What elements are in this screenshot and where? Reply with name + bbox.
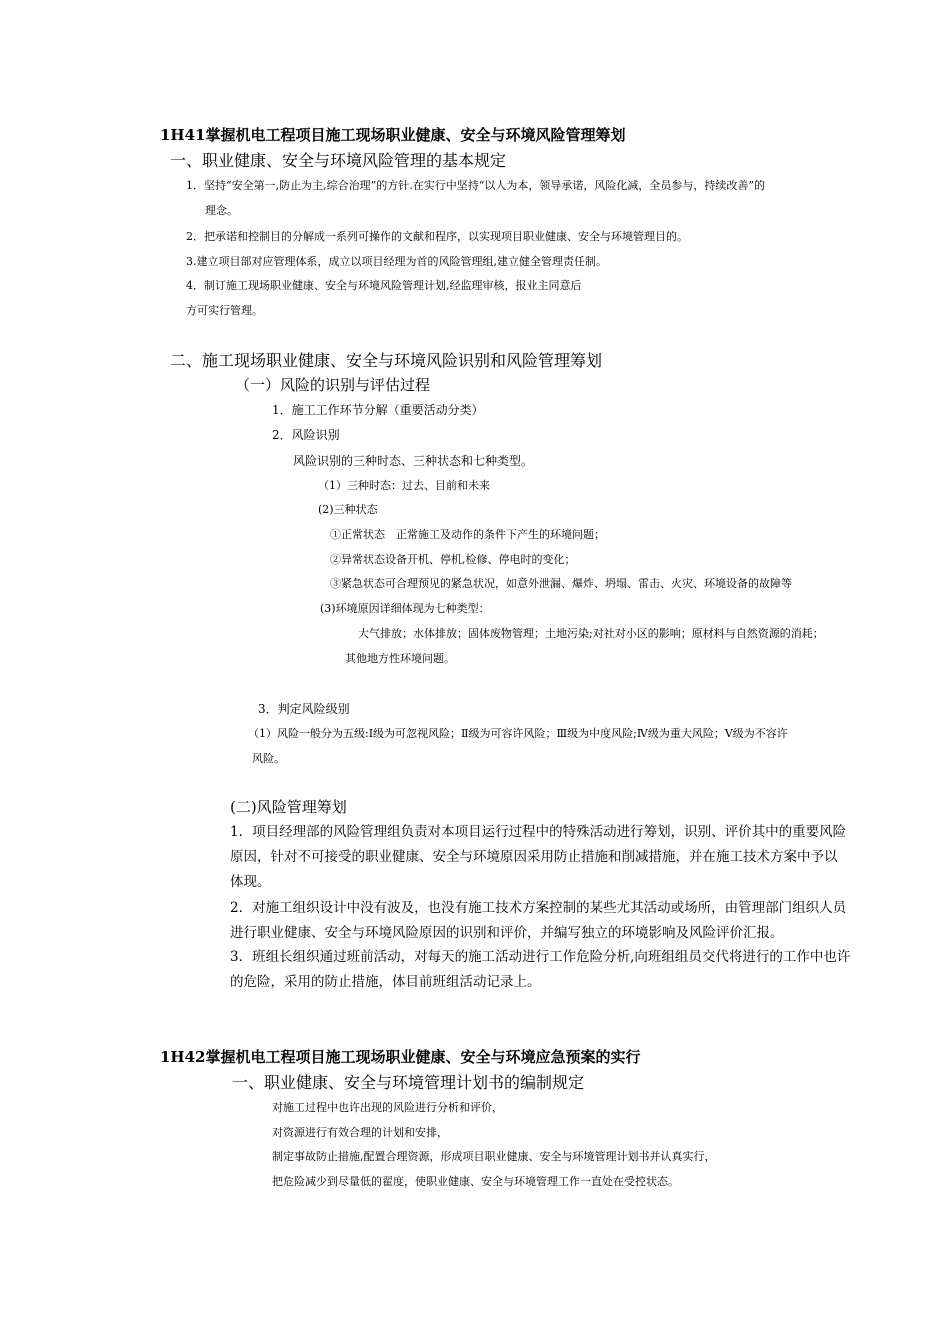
point-1: （1）三种时态：过去、目前和未来 [318,479,490,492]
planning-3-line-1: 3．班组长组织通过班前活动，对每天的施工活动进行工作危险分析,向班组组员交代将进行的工作中也许 [230,949,851,965]
rule-3: 3.建立项目部对应管理体系，成立以项目经理为首的风险管理组,建立健全管理责任制。 [186,255,607,268]
point-3-types-line-2: 其他地方性环境问题。 [345,652,455,665]
planning-1-line-2: 原因，针对不可接受的职业健康、安全与环境原因采用防止措施和削减措施，并在施工技术方案中予以 [230,849,838,865]
heading-plan-requirements: 一、职业健康、安全与环境管理计划书的编制规定 [232,1073,585,1092]
plan-requirement-1: 对施工过程中也许出现的风险进行分析和评价， [272,1101,503,1114]
plan-requirement-3: 制定事故防止措施,配置合理资源，形成项目职业健康、安全与环境管理计划书并认真实行， [272,1150,716,1163]
planning-2-line-1: 2．对施工组织设计中没有波及，也没有施工技术方案控制的某些尤其活动或场所，由管理部门组织人员 [230,900,847,916]
item-3: 3．判定风险级别 [258,702,350,716]
point-3-types-line-1: 大气排放；水体排放；固体废物管理；土地污染;对社对小区的影响；原材料与自然资源的消耗； [358,627,824,640]
section-title-1h41: 1H41掌握机电工程项目施工现场职业健康、安全与环境风险管理筹划 [160,126,626,144]
subheading-risk-planning: (二)风险管理筹划 [230,798,347,816]
rule-1-line-2: 理念。 [205,204,238,217]
rule-1-line-1: 1．坚持“安全第一,防止为主,综合治理”的方针.在实行中坚持“以人为本，领导承诺，风险化减，全员参与，持续改善”的 [186,179,765,192]
planning-1-line-3: 体现。 [230,874,271,890]
state-abnormal: ②异常状态设备开机、停机,检修、停电时的变化； [330,553,576,566]
subheading-identification-process: （一）风险的识别与评估过程 [235,376,431,394]
state-emergency: ③紧急状态可合理预见的紧急状况，如意外泄漏、爆炸、坍塌、雷击、火灾、环境设备的故障等 [330,577,792,590]
rule-4-line-2: 方可实行管理。 [186,304,263,317]
item-3-levels-line-1: （1）风险一般分为五级:Ⅰ级为可忽视风险；Ⅱ级为可容许风险；Ⅲ级为中度风险;Ⅳ级为重大风险；Ⅴ级为不容许 [248,727,788,740]
planning-3-line-2: 的危险，采用的防止措施，体目前班组活动记录上。 [230,974,541,990]
item-2: 2．风险识别 [272,428,340,442]
heading-basic-rules: 一、职业健康、安全与环境风险管理的基本规定 [170,151,507,170]
plan-requirement-4: 把危险减少到尽量低的翟度，使职业健康、安全与环境管理工作一直处在受控状态。 [272,1175,679,1188]
rule-2: 2．把承诺和控制目的分解成一系列可操作的文献和程序，以实现项目职业健康、安全与环境管理目的。 [186,230,688,243]
state-normal: ①正常状态 正常施工及动作的条件下产生的环境问题； [330,528,605,541]
item-2-description: 风险识别的三种时态、三种状态和七种类型。 [293,454,534,468]
item-3-levels-line-2: 风险。 [252,752,285,765]
planning-1-line-1: 1．项目经理部的风险管理组负责对本项目运行过程中的特殊活动进行筹划，识别、评价其中的重要风险 [230,824,847,840]
item-1: 1．施工工作环节分解（重要活动分类） [272,403,484,417]
planning-2-line-2: 进行职业健康、安全与环境风险原因的识别和评价，并编写独立的环境影响及风险评价汇报。 [230,925,784,941]
section-title-1h42: 1H42掌握机电工程项目施工现场职业健康、安全与环境应急预案的实行 [160,1048,641,1066]
rule-4-line-1: 4．制订施工现场职业健康、安全与环境风险管理计划,经监理审核，报业主同意后 [186,279,582,292]
heading-risk-identification: 二、施工现场职业健康、安全与环境风险识别和风险管理筹划 [170,351,603,370]
plan-requirement-2: 对资源进行有效合理的计划和安排， [272,1126,448,1139]
point-3: (3)环境原因详细体现为七种类型： [320,602,490,615]
point-2: (2)三种状态 [318,503,378,516]
